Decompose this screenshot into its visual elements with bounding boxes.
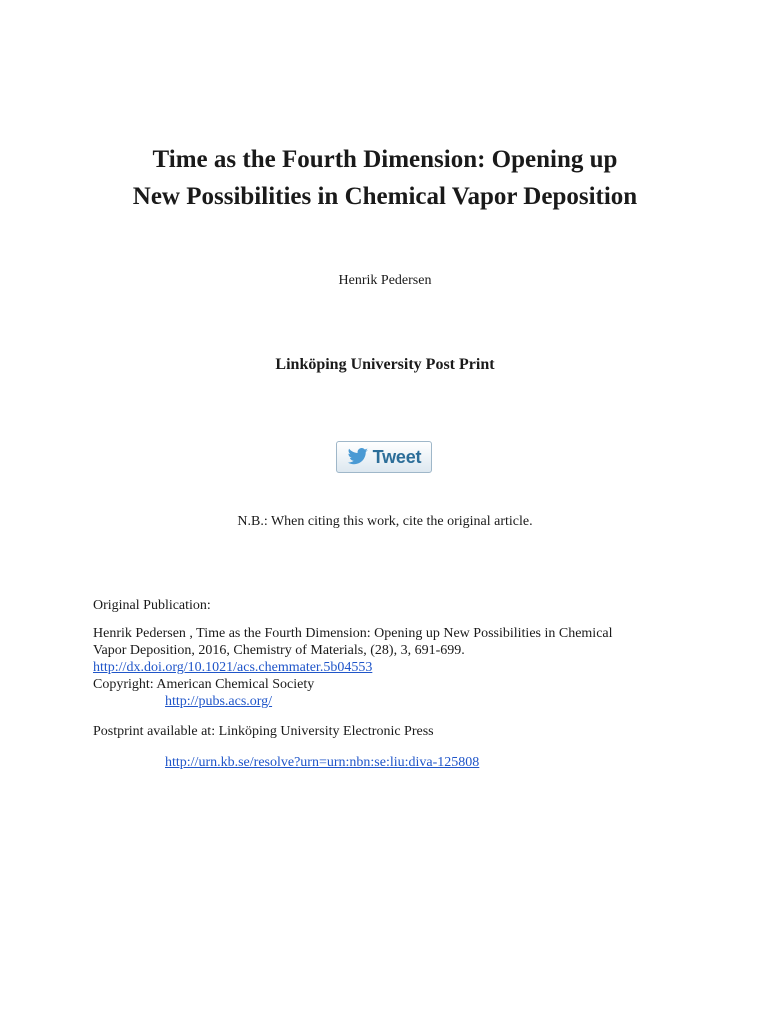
citation-line-1: Henrik Pedersen , Time as the Fourth Dimension: Opening up New Possibilities in Chemical <box>93 626 613 641</box>
tweet-button-label: Tweet <box>372 446 422 467</box>
original-publication-heading: Original Publication: <box>93 598 211 613</box>
title-line-1: Time as the Fourth Dimension: Opening up <box>152 146 618 173</box>
urn-link[interactable]: http://urn.kb.se/resolve?urn=urn:nbn:se:liu:diva-125808 <box>165 755 480 770</box>
citation-line-2: Vapor Deposition, 2016, Chemistry of Materials, (28), 3, 691-699. <box>93 643 465 658</box>
citation-block <box>93 625 693 710</box>
series-label: Linköping University Post Print <box>275 356 495 373</box>
doi-link[interactable]: http://dx.doi.org/10.1021/acs.chemmater.5b04553 <box>93 660 373 675</box>
title-line-2: New Possibilities in Chemical Vapor Deposition <box>132 183 638 210</box>
author-name: Henrik Pedersen <box>338 273 432 288</box>
citing-note: N.B.: When citing this work, cite the original article. <box>237 514 533 529</box>
twitter-bird-icon <box>347 448 369 466</box>
publisher-link[interactable]: http://pubs.acs.org/ <box>165 694 273 709</box>
tweet-button[interactable] <box>336 441 432 473</box>
postprint-label: Postprint available at: Linköping University Electronic Press <box>93 724 434 739</box>
copyright-line: Copyright: American Chemical Society <box>93 677 315 692</box>
document-title <box>0 141 770 215</box>
